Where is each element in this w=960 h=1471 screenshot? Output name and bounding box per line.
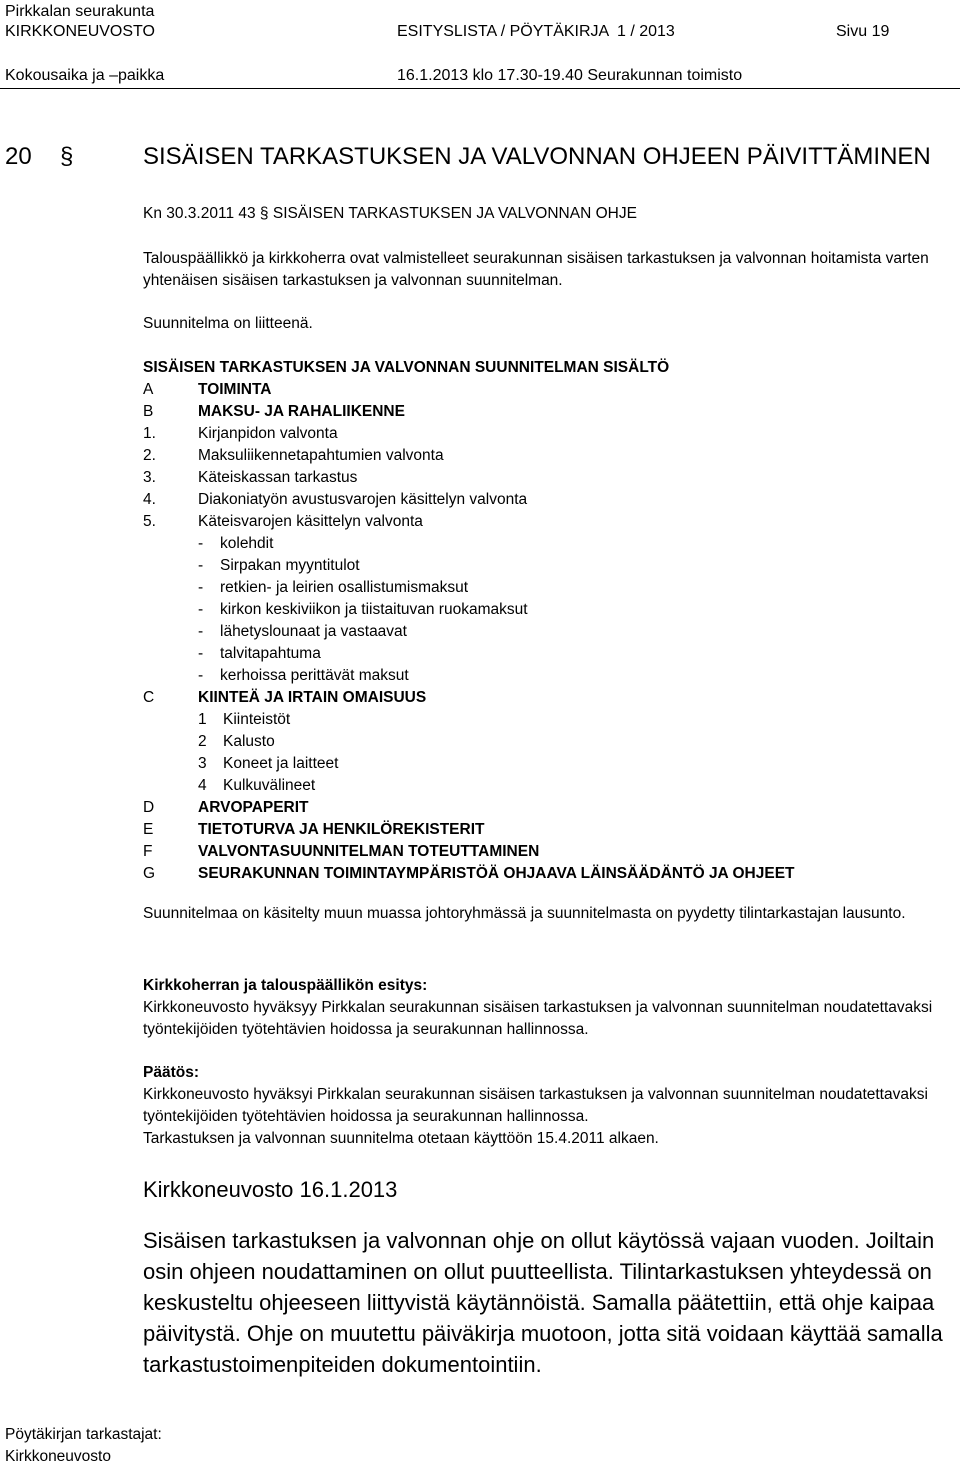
list-item: 3. Käteiskassan tarkastus [143,469,358,486]
section-number: 20 [5,143,32,170]
attachment-note: Suunnitelma on liitteenä. [143,315,313,332]
outline-item-a [143,379,943,401]
doc-number: 1 / 2013 [617,23,675,40]
sub-list-item: - Sirpakan myyntitulot [198,557,360,574]
outline-item-d: D ARVOPAPERIT [143,799,309,816]
outline-heading: SISÄISEN TARKASTUKSEN JA VALVONNAN SUUNNITELMAN SISÄLTÖ [143,359,670,376]
proposal-heading: Kirkkoherran ja talouspäällikön esitys: [143,977,428,994]
sub-list-item: - lähetyslounaat ja vastaavat [198,623,407,640]
list-item: 5. Käteisvarojen käsittelyn valvonta [143,513,423,530]
sub-list-item: - kirkon keskiviikon ja tiistaituvan ruokamaksut [198,601,528,618]
meeting-value: 16.1.2013 klo 17.30-19.40 Seurakunnan toimisto [397,67,743,84]
outline-item-g: G SEURAKUNNAN TOIMINTAYMPÄRISTÖÄ OHJAAVA LÄINSÄÄDÄNTÖ JA OHJEET [143,865,795,882]
sub-list-item: - retkien- ja leirien osallistumismaksut [198,579,469,596]
meeting-label: Kokousaika ja –paikka [5,67,165,84]
reference-line: Kn 30.3.2011 43 § SISÄISEN TARKASTUKSEN JA VALVONNAN OHJE [143,205,637,222]
section-symbol: § [60,143,74,170]
footer-sub: Kirkkoneuvosto [5,1448,111,1465]
update-text: Sisäisen tarkastuksen ja valvonnan ohje on ollut käytössä vajaan vuoden. Joiltain osin ohjeen noudattaminen on ollut puutteellista. Tilintarkastuksen yhteydessä on keskusteltu ohjeeseen liittyvistä käytännöistä. Samalla päätettiin, että ohje kaipaa päivitystä. Ohje on muutettu päiväkirja muotoon, jotta sitä voidaan käyttää samalla tarkastustoimenpiteiden dokumentointiin. [143,1228,943,1377]
footer-label: Pöytäkirjan tarkastajat: [5,1426,162,1443]
proposal-text: Kirkkoneuvosto hyväksyy Pirkkalan seurakunnan sisäisen tarkastuksen ja valvonnan suunnitelman noudatettavaksi työntekijöiden työtehtävien hoidossa ja seurakunnan hallinnossa. [143,999,933,1038]
org-name: Pirkkalan seurakunta [5,3,155,20]
sub-list-item: - talvitapahtuma [198,645,321,662]
body-name: KIRKKONEUVOSTO [5,23,155,40]
list-item: 4 Kulkuvälineet [198,777,316,794]
list-item: 4. Diakoniatyön avustusvarojen käsittelyn valvonta [143,491,528,508]
list-item: 2 Kalusto [198,733,275,750]
outline-letter: A [143,381,154,398]
update-heading: Kirkkoneuvosto 16.1.2013 [143,1177,398,1202]
sub-list-item: - kolehdit [198,535,274,552]
section-title: SISÄISEN TARKASTUKSEN JA VALVONNAN OHJEEN PÄIVITTÄMINEN [143,143,931,170]
list-item: 1 Kiinteistöt [198,711,291,728]
decision-heading: Päätös: [143,1064,199,1081]
intro-paragraph: Talouspäällikkö ja kirkkoherra ovat valmistelleet seurakunnan sisäisen tarkastuksen ja valvonnan hoitamista varten yhtenäisen sisäisen tarkastuksen ja valvonnan suunnitelman. [143,250,929,289]
outline-title: MAKSU- JA RAHALIIKENNE [198,403,405,420]
header-divider [0,88,960,89]
outline-item-c: C KIINTEÄ JA IRTAIN OMAISUUS [143,689,427,706]
outline-item-e: E TIETOTURVA JA HENKILÖREKISTERIT [143,821,485,838]
decision-text-2: Tarkastuksen ja valvonnan suunnitelma otetaan käyttöön 15.4.2011 alkaen. [143,1130,659,1147]
list-item: 1. Kirjanpidon valvonta [143,425,338,442]
outline-item-f: F VALVONTASUUNNITELMAN TOTEUTTAMINEN [143,843,540,860]
list-item: 2. Maksuliikennetapahtumien valvonta [143,447,444,464]
doc-title: ESITYSLISTA / PÖYTÄKIRJA [397,23,610,40]
outline-letter: B [143,403,154,420]
list-item: 3 Koneet ja laitteet [198,755,339,772]
sub-list-item: - kerhoissa perittävät maksut [198,667,409,684]
outline-list [143,379,943,885]
outline-title: TOIMINTA [198,381,272,398]
decision-text: Kirkkoneuvosto hyväksyi Pirkkalan seurakunnan sisäisen tarkastuksen ja valvonnan suunnitelman noudatettavaksi työntekijöiden työtehtävien hoidossa ja seurakunnan hallinnossa. [143,1086,928,1125]
outline-item-b [143,401,943,423]
page-number: Sivu 19 [836,23,890,40]
handled-paragraph: Suunnitelmaa on käsitelty muun muassa johtoryhmässä ja suunnitelmasta on pyydetty tilintarkastajan lausunto. [143,905,906,922]
